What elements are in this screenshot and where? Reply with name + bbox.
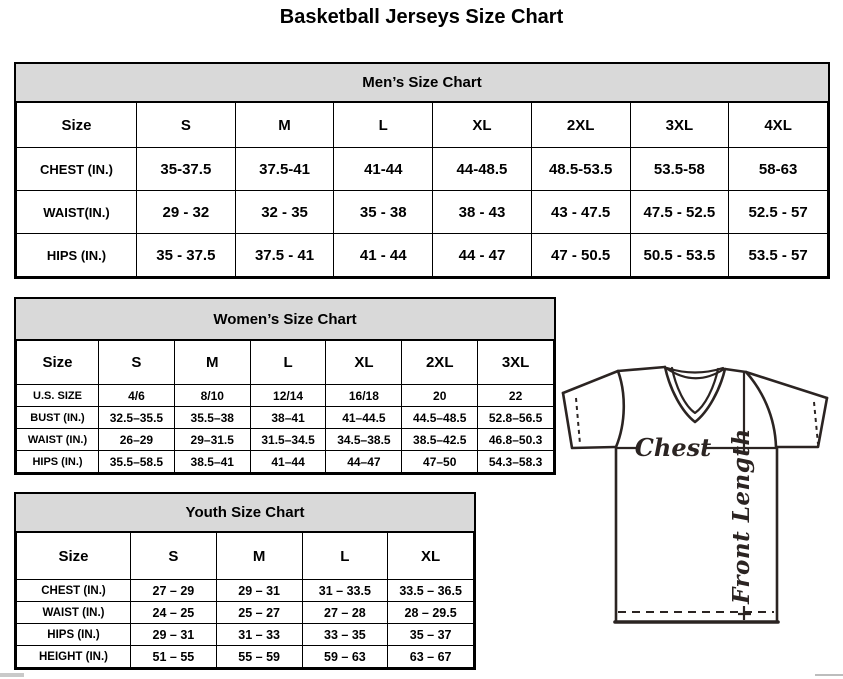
size-value-cell: 20 — [402, 385, 478, 407]
size-column-header: M — [235, 103, 334, 148]
size-value-cell: 44–47 — [326, 451, 402, 473]
chest-label: Chest — [634, 433, 712, 462]
size-value-cell: 31.5–34.5 — [250, 429, 326, 451]
size-value-cell: 8/10 — [174, 385, 250, 407]
size-value-cell: 35 - 38 — [334, 191, 433, 234]
size-value-cell: 58-63 — [729, 148, 828, 191]
horizontal-scrollbar-fragment-left[interactable] — [0, 673, 24, 677]
jersey-right-sleeve — [777, 398, 827, 447]
table-row — [17, 148, 828, 191]
size-value-cell: 31 – 33.5 — [302, 580, 388, 602]
size-value-cell: 29 – 31 — [131, 624, 217, 646]
table-row — [17, 234, 828, 277]
size-column-header: S — [99, 341, 175, 385]
row-label: WAIST (IN.) — [17, 429, 99, 451]
size-column-header: S — [137, 103, 236, 148]
table-row — [17, 580, 474, 602]
size-value-cell: 35 – 37 — [388, 624, 474, 646]
horizontal-scrollbar-fragment-right[interactable] — [815, 674, 843, 676]
row-label: WAIST (IN.) — [17, 602, 131, 624]
table-row — [17, 646, 474, 668]
row-label: HIPS (IN.) — [17, 451, 99, 473]
size-value-cell: 41–44.5 — [326, 407, 402, 429]
size-value-cell: 52.5 - 57 — [729, 191, 828, 234]
size-column-header: 4XL — [729, 103, 828, 148]
front-length-label: Front Length — [728, 428, 755, 604]
mens-chart-title: Men’s Size Chart — [16, 64, 828, 102]
womens-size-chart — [14, 297, 556, 475]
size-value-cell: 41–44 — [250, 451, 326, 473]
size-value-cell: 44.5–48.5 — [402, 407, 478, 429]
size-column-header: L — [334, 103, 433, 148]
size-value-cell: 41-44 — [334, 148, 433, 191]
size-column-header: S — [131, 533, 217, 580]
size-value-cell: 44-48.5 — [433, 148, 532, 191]
row-label: CHEST (IN.) — [17, 148, 137, 191]
youth-size-table — [16, 532, 474, 668]
size-value-cell: 53.5-58 — [630, 148, 729, 191]
table-row — [17, 407, 554, 429]
size-column-title: Size — [17, 103, 137, 148]
size-column-header: 2XL — [402, 341, 478, 385]
youth-size-chart — [14, 492, 476, 670]
size-column-header: XL — [326, 341, 402, 385]
size-value-cell: 59 – 63 — [302, 646, 388, 668]
size-value-cell: 44 - 47 — [433, 234, 532, 277]
size-column-header: 3XL — [630, 103, 729, 148]
womens-size-table — [16, 340, 554, 473]
size-value-cell: 37.5 - 41 — [235, 234, 334, 277]
size-column-header: M — [174, 341, 250, 385]
size-value-cell: 37.5-41 — [235, 148, 334, 191]
size-value-cell: 47–50 — [402, 451, 478, 473]
size-value-cell: 51 – 55 — [131, 646, 217, 668]
size-value-cell: 38–41 — [250, 407, 326, 429]
table-row — [17, 191, 828, 234]
size-value-cell: 27 – 29 — [131, 580, 217, 602]
size-value-cell: 35.5–58.5 — [99, 451, 175, 473]
size-value-cell: 34.5–38.5 — [326, 429, 402, 451]
size-value-cell: 35-37.5 — [137, 148, 236, 191]
jersey-left-sleeve — [563, 393, 615, 448]
size-column-header: 2XL — [531, 103, 630, 148]
size-column-title: Size — [17, 341, 99, 385]
womens-chart-title: Women’s Size Chart — [16, 299, 554, 340]
size-value-cell: 35.5–38 — [174, 407, 250, 429]
row-label: CHEST (IN.) — [17, 580, 131, 602]
page-title: Basketball Jerseys Size Chart — [279, 6, 564, 28]
jersey-diagram — [556, 358, 836, 648]
size-value-cell: 16/18 — [326, 385, 402, 407]
jersey-right-cuff-stitch — [814, 402, 818, 444]
size-header-row — [17, 103, 828, 148]
jersey-right-shoulder — [725, 369, 827, 398]
size-value-cell: 4/6 — [99, 385, 175, 407]
size-value-cell: 29–31.5 — [174, 429, 250, 451]
size-value-cell: 26–29 — [99, 429, 175, 451]
size-value-cell: 38 - 43 — [433, 191, 532, 234]
size-column-header: L — [302, 533, 388, 580]
jersey-left-shoulder — [563, 367, 665, 393]
table-row — [17, 624, 474, 646]
table-row — [17, 451, 554, 473]
size-value-cell: 22 — [478, 385, 554, 407]
size-value-cell: 28 – 29.5 — [388, 602, 474, 624]
size-value-cell: 55 – 59 — [216, 646, 302, 668]
row-label: WAIST(IN.) — [17, 191, 137, 234]
size-header-row — [17, 341, 554, 385]
size-column-header: L — [250, 341, 326, 385]
size-value-cell: 38.5–42.5 — [402, 429, 478, 451]
youth-chart-title: Youth Size Chart — [16, 494, 474, 532]
size-column-header: 3XL — [478, 341, 554, 385]
size-value-cell: 46.8–50.3 — [478, 429, 554, 451]
size-column-header: XL — [388, 533, 474, 580]
size-column-title: Size — [17, 533, 131, 580]
mens-size-table — [16, 102, 828, 277]
size-value-cell: 47 - 50.5 — [531, 234, 630, 277]
table-row — [17, 602, 474, 624]
size-column-header: XL — [433, 103, 532, 148]
size-header-row — [17, 533, 474, 580]
size-value-cell: 32 - 35 — [235, 191, 334, 234]
size-value-cell: 63 – 67 — [388, 646, 474, 668]
row-label: HIPS (IN.) — [17, 624, 131, 646]
row-label: HIPS (IN.) — [17, 234, 137, 277]
size-value-cell: 33.5 – 36.5 — [388, 580, 474, 602]
size-value-cell: 29 – 31 — [216, 580, 302, 602]
size-value-cell: 41 - 44 — [334, 234, 433, 277]
size-value-cell: 12/14 — [250, 385, 326, 407]
table-row — [17, 429, 554, 451]
size-value-cell: 32.5–35.5 — [99, 407, 175, 429]
size-value-cell: 53.5 - 57 — [729, 234, 828, 277]
size-value-cell: 52.8–56.5 — [478, 407, 554, 429]
row-label: BUST (IN.) — [17, 407, 99, 429]
size-value-cell: 29 - 32 — [137, 191, 236, 234]
table-row — [17, 385, 554, 407]
size-value-cell: 48.5-53.5 — [531, 148, 630, 191]
jersey-left-seam — [616, 371, 624, 447]
size-value-cell: 43 - 47.5 — [531, 191, 630, 234]
size-value-cell: 24 – 25 — [131, 602, 217, 624]
size-value-cell: 38.5–41 — [174, 451, 250, 473]
jersey-left-cuff-stitch — [576, 398, 580, 444]
size-value-cell: 31 – 33 — [216, 624, 302, 646]
size-value-cell: 54.3–58.3 — [478, 451, 554, 473]
size-value-cell: 25 – 27 — [216, 602, 302, 624]
size-value-cell: 50.5 - 53.5 — [630, 234, 729, 277]
size-column-header: M — [216, 533, 302, 580]
size-value-cell: 33 – 35 — [302, 624, 388, 646]
size-value-cell: 35 - 37.5 — [137, 234, 236, 277]
row-label: U.S. SIZE — [17, 385, 99, 407]
row-label: HEIGHT (IN.) — [17, 646, 131, 668]
size-value-cell: 27 – 28 — [302, 602, 388, 624]
mens-size-chart — [14, 62, 830, 279]
size-value-cell: 47.5 - 52.5 — [630, 191, 729, 234]
